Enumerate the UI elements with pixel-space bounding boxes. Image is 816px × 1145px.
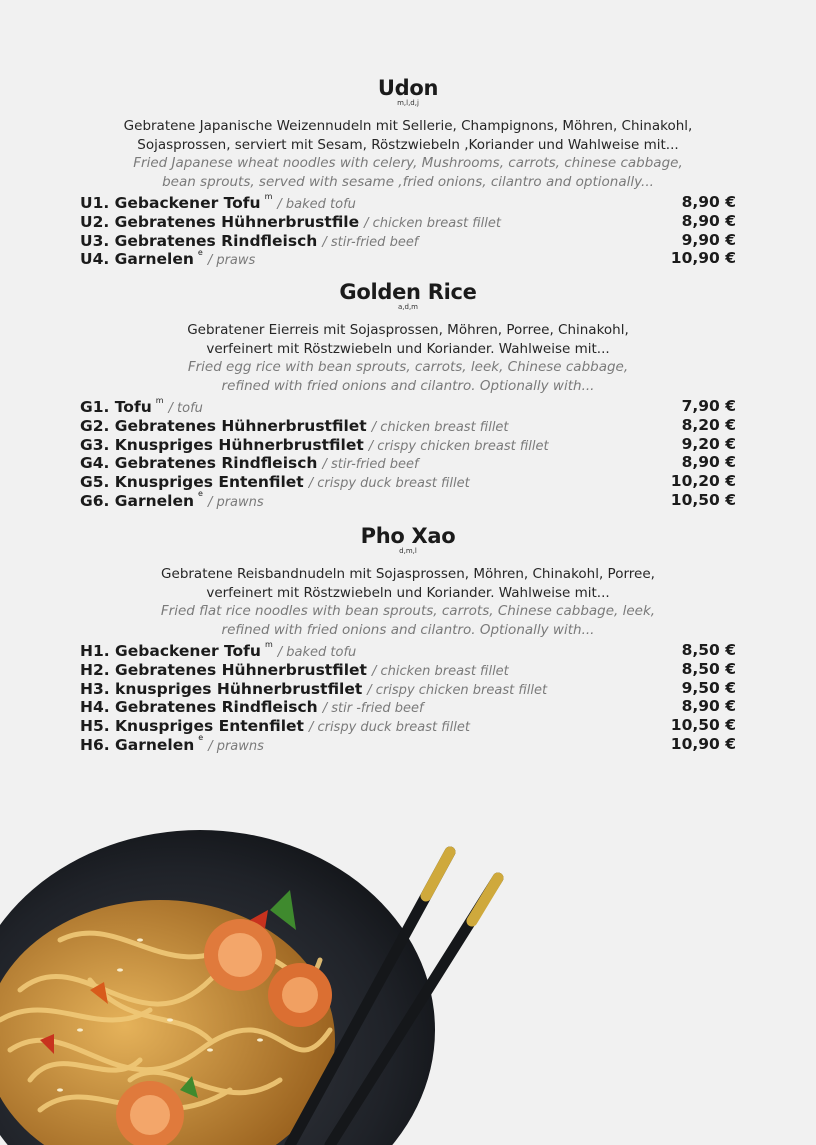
item-translation: / prawns <box>207 494 264 510</box>
item-translation: / crispy duck breast fillet <box>308 476 470 491</box>
allergen-codes: d,m,l <box>399 547 417 555</box>
item-price: 8,90 € <box>681 211 736 230</box>
description-de <box>80 565 736 602</box>
item-price: 8,50 € <box>681 641 736 659</box>
item-translation: / praws <box>207 253 256 269</box>
allergen-mark: e <box>198 489 203 499</box>
item-price: 8,90 € <box>681 697 736 716</box>
menu-item <box>80 641 736 660</box>
menu-item <box>80 716 736 735</box>
menu-item <box>80 249 736 268</box>
allergen-codes: m,l,d,j <box>397 99 419 107</box>
description-line: Sojasprossen, serviert mit Sesam, Röstzwiebeln ,Koriander und Wahlweise mit... <box>137 136 679 153</box>
item-translation: / prawns <box>208 738 264 754</box>
item-name: U4. Garnelen <box>80 250 194 269</box>
item-translation: / baked tofu <box>277 645 357 660</box>
item-name: G5. Knuspriges Entenfilet <box>80 473 304 491</box>
item-name: H4. Gebratenes Rindfleisch <box>80 698 318 717</box>
description-en <box>80 154 736 191</box>
section-pho-xao <box>80 524 736 754</box>
item-name: G1. Tofu <box>80 398 152 416</box>
section-title: Golden Rice <box>339 280 477 304</box>
item-name: G6. Garnelen <box>80 491 195 510</box>
item-price: 8,20 € <box>681 415 736 434</box>
item-translation: / crispy chicken breast fillet <box>367 682 548 698</box>
item-price: 8,90 € <box>681 453 736 472</box>
menu-item <box>80 472 736 491</box>
description-line: Gebratene Reisbandnudeln mit Sojasprossen, Möhren, Chinakohl, Porree, <box>161 566 655 582</box>
item-price: 8,90 € <box>681 193 736 211</box>
item-name: G3. Knuspriges Hühnerbrustfilet <box>80 435 364 454</box>
description-line: Gebratener Eierreis mit Sojasprossen, Möhren, Porree, Chinakohl, <box>187 322 629 338</box>
section-golden-rice <box>80 280 736 510</box>
description-line: refined with fried onions and cilantro. Optionally with... <box>221 621 595 638</box>
item-price: 9,90 € <box>681 230 736 249</box>
allergen-mark: e <box>198 733 204 743</box>
item-price: 10,90 € <box>670 734 736 753</box>
allergen-mark: m <box>155 395 164 405</box>
item-price: 10,90 € <box>670 249 736 268</box>
menu-item <box>80 660 736 679</box>
menu-item <box>80 435 736 454</box>
description-en <box>80 358 736 395</box>
item-price: 7,90 € <box>681 397 736 415</box>
item-translation: / stir-fried beef <box>322 234 419 250</box>
menu-item <box>80 679 736 698</box>
description-line: Fried egg rice with bean sprouts, carrots, leek, Chinese cabbage, <box>187 359 629 375</box>
menu-item-list <box>80 193 736 268</box>
description-line: Fried flat rice noodles with bean sprouts, carrots, Chinese cabbage, leek, <box>160 603 656 619</box>
allergen-mark: e <box>197 247 203 257</box>
item-price: 9,50 € <box>681 678 736 697</box>
menu-item-list <box>80 397 736 510</box>
item-translation: / crispy duck breast fillet <box>308 720 470 735</box>
item-name: U3. Gebratenes Rindfleisch <box>80 231 318 250</box>
description-line: refined with fried onions and cilantro. Optionally with... <box>221 377 595 394</box>
description-de <box>80 321 736 358</box>
menu-item <box>80 212 736 231</box>
description-en <box>80 602 736 639</box>
item-name: U1. Gebackener Tofu <box>80 194 261 212</box>
item-name: H6. Garnelen <box>80 735 195 754</box>
description-de <box>80 117 736 154</box>
menu-item-list <box>80 641 736 754</box>
description-line: bean sprouts, served with sesame ,fried onions, cilantro and optionally... <box>162 173 654 190</box>
item-translation: / chicken breast fillet <box>371 663 509 679</box>
item-price: 10,20 € <box>670 472 736 490</box>
item-name: H3. knuspriges Hühnerbrustfilet <box>80 679 363 698</box>
section-udon <box>80 76 736 268</box>
allergen-mark: m <box>264 639 273 649</box>
item-translation: / baked tofu <box>277 197 356 212</box>
description-line: verfeinert mit Röstzwiebeln und Koriander. Wahlweise mit... <box>206 340 610 357</box>
menu-item <box>80 453 736 472</box>
item-price: 8,50 € <box>681 659 736 678</box>
menu-item <box>80 735 736 754</box>
item-name: H2. Gebratenes Hühnerbrustfilet <box>80 660 367 679</box>
item-price: 10,50 € <box>670 490 736 509</box>
item-translation: / chicken breast fillet <box>364 215 501 231</box>
item-name: H1. Gebackener Tofu <box>80 642 261 660</box>
menu-item <box>80 416 736 435</box>
section-title: Pho Xao <box>360 524 456 548</box>
item-price: 9,20 € <box>681 434 736 453</box>
item-translation: / crispy chicken breast fillet <box>368 438 549 454</box>
noodle-bowl-with-chopsticks-icon <box>0 790 560 1145</box>
menu-item <box>80 231 736 250</box>
description-line: Fried Japanese wheat noodles with celery, Mushrooms, carrots, chinese cabbage, <box>133 155 683 171</box>
item-name: H5. Knuspriges Entenfilet <box>80 717 304 735</box>
item-name: G2. Gebratenes Hühnerbrustfilet <box>80 416 367 435</box>
section-title: Udon <box>377 76 439 100</box>
item-translation: / stir -fried beef <box>322 701 424 717</box>
description-line: Gebratene Japanische Weizennudeln mit Sellerie, Champignons, Möhren, Chinakohl, <box>123 118 693 134</box>
item-translation: / stir-fried beef <box>322 457 419 473</box>
allergen-codes: a,d,m <box>397 303 418 311</box>
menu-item <box>80 491 736 510</box>
menu-item <box>80 193 736 212</box>
item-price: 10,50 € <box>670 716 736 734</box>
item-translation: / tofu <box>168 401 203 416</box>
item-translation: / chicken breast fillet <box>371 419 509 435</box>
item-name: G4. Gebratenes Rindfleisch <box>80 454 318 473</box>
allergen-mark: m <box>264 191 273 201</box>
item-name: U2. Gebratenes Hühnerbrustfile <box>80 212 360 231</box>
menu-item <box>80 397 736 416</box>
description-line: verfeinert mit Röstzwiebeln und Koriander. Wahlweise mit... <box>206 584 610 601</box>
menu-item <box>80 697 736 716</box>
